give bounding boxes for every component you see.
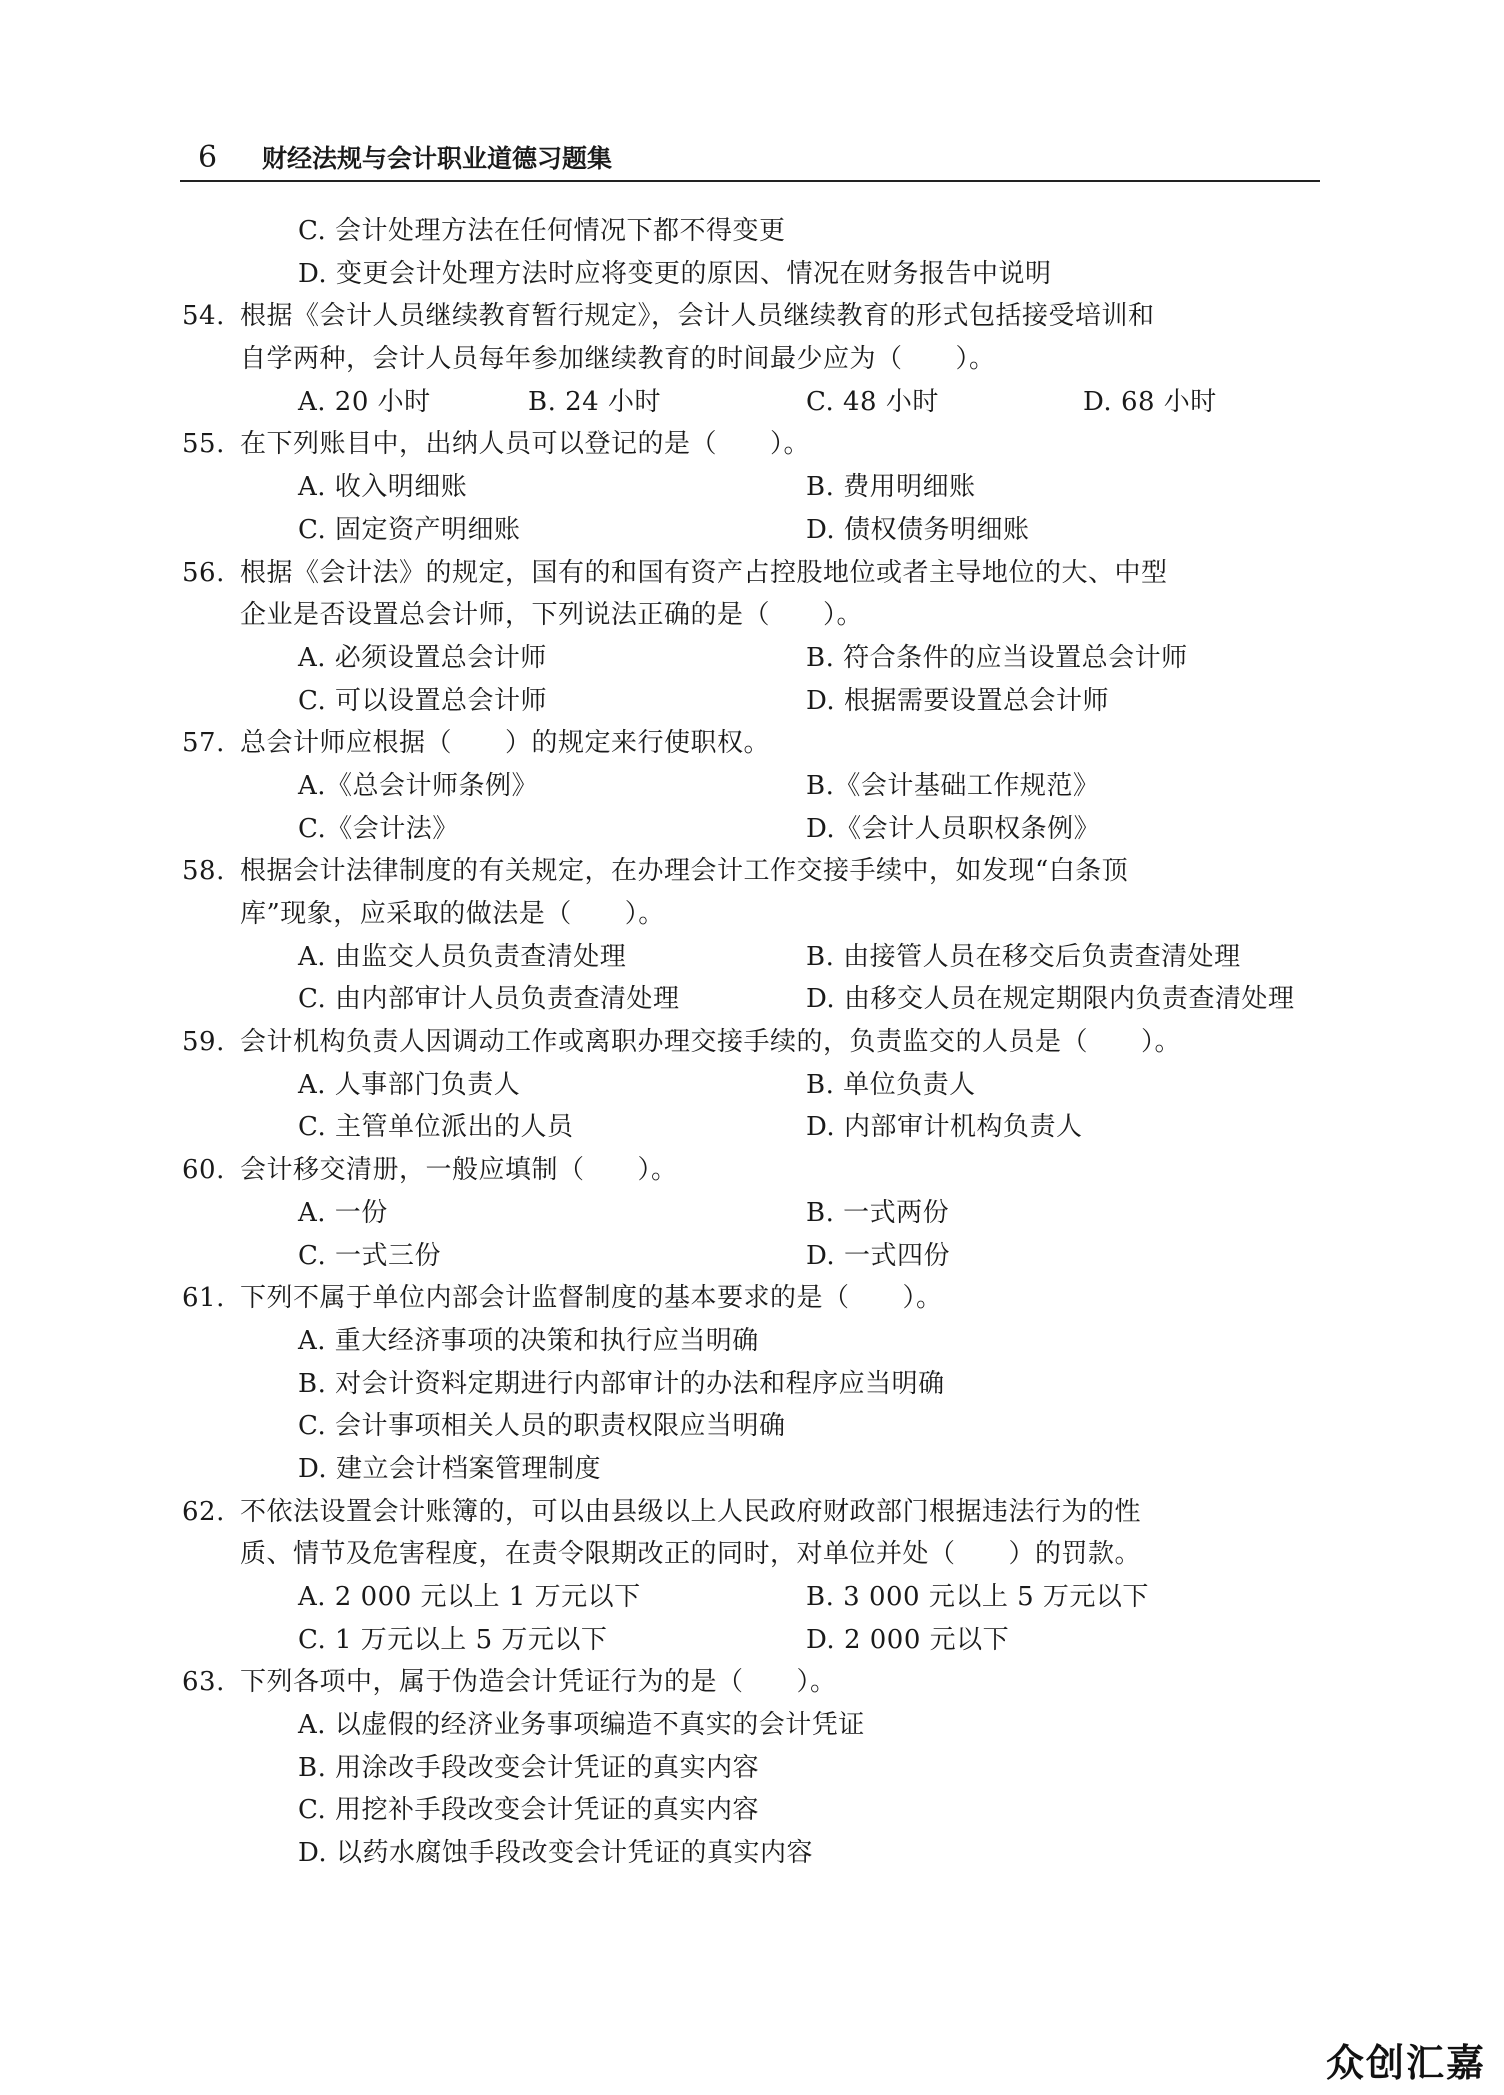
option-b: B. 用涂改手段改变会计凭证的真实内容 — [298, 1752, 760, 1783]
option-row — [298, 637, 1345, 680]
option-d: D. 以药水腐蚀手段改变会计凭证的真实内容 — [298, 1838, 813, 1869]
question-list — [182, 210, 1345, 1875]
question-text: 会计移交清册，一般应填制（ ）。 — [240, 1155, 678, 1186]
option-a: A. 20 小时 — [298, 386, 431, 417]
question-text: 总会计师应根据（ ）的规定来行使职权。 — [240, 728, 771, 759]
question-stem-continued — [182, 594, 1345, 637]
option-row — [298, 978, 1345, 1021]
question-stem — [182, 295, 1345, 338]
option-a: A. 人事部门负责人 — [298, 1069, 521, 1100]
option-c: C. 由内部审计人员负责查清处理 — [298, 984, 680, 1015]
option-row — [298, 1064, 1345, 1107]
option-c: C. 可以设置总会计师 — [298, 685, 547, 716]
option-b: B. 费用明细账 — [806, 472, 976, 503]
question-text: 在下列账目中，出纳人员可以登记的是（ ）。 — [240, 429, 811, 460]
question-number: 56. — [182, 557, 225, 588]
option-d: D. 建立会计档案管理制度 — [298, 1453, 601, 1484]
option-b: B. 由接管人员在移交后负责查清处理 — [806, 941, 1241, 972]
question-text: 自学两种，会计人员每年参加继续教育的时间最少应为（ ）。 — [240, 344, 996, 375]
option-a: A. 由监交人员负责查清处理 — [298, 941, 627, 972]
option-line: C. 会计处理方法在任何情况下都不得变更 — [298, 216, 786, 246]
option-d: D. 内部审计机构负责人 — [806, 1112, 1083, 1143]
options — [240, 1704, 1345, 1875]
question-number: 60. — [182, 1155, 225, 1186]
option-row — [298, 509, 1345, 552]
option-b: B. 单位负责人 — [806, 1069, 976, 1100]
question-number: 62. — [182, 1496, 225, 1527]
question-number: 61. — [182, 1283, 225, 1314]
option-row — [298, 936, 1345, 979]
question-text: 根据会计法律制度的有关规定，在办理会计工作交接手续中，如发现“白条顶 — [240, 856, 1129, 887]
option-row — [298, 381, 1345, 424]
option-row — [298, 1106, 1345, 1149]
option-b: B. 3 000 元以上 5 万元以下 — [806, 1582, 1149, 1612]
question-item — [182, 1149, 1345, 1277]
option-row — [298, 680, 1345, 723]
question-text: 会计机构负责人因调动工作或离职办理交接手续的，负责监交的人员是（ ）。 — [240, 1027, 1182, 1058]
question-stem — [182, 423, 1345, 466]
option-c: C. 用挖补手段改变会计凭证的真实内容 — [298, 1795, 759, 1826]
option-d: D. 68 小时 — [1083, 386, 1217, 417]
question-stem-continued — [182, 338, 1345, 381]
carryover-options — [240, 210, 1345, 295]
question-number: 58. — [182, 856, 225, 887]
option-c: C. 会计事项相关人员的职责权限应当明确 — [298, 1411, 786, 1442]
question-item — [182, 850, 1345, 1021]
question-stem — [182, 1149, 1345, 1192]
option-d: D. 由移交人员在规定期限内负责查清处理 — [806, 984, 1295, 1015]
options — [240, 1192, 1345, 1277]
question-stem-continued — [182, 1533, 1345, 1576]
option-a: A. 必须设置总会计师 — [298, 642, 547, 673]
question-stem — [182, 552, 1345, 595]
options — [240, 765, 1345, 850]
question-text: 根据《会计人员继续教育暂行规定》，会计人员继续教育的形式包括接受培训和 — [240, 301, 1155, 332]
option-d: D.《会计人员职权条例》 — [806, 813, 1101, 844]
question-stem — [182, 1277, 1345, 1320]
question-number: 54. — [182, 301, 225, 332]
option-a: A. 以虚假的经济业务事项编造不真实的会计凭证 — [298, 1710, 865, 1741]
question-number: 55. — [182, 429, 225, 460]
option-b: B. 对会计资料定期进行内部审计的办法和程序应当明确 — [298, 1368, 945, 1399]
option-a: A. 重大经济事项的决策和执行应当明确 — [298, 1325, 759, 1356]
option-b: B. 24 小时 — [528, 386, 661, 417]
question-item — [182, 1021, 1345, 1149]
watermark-logo: 众创汇嘉 — [1325, 2041, 1486, 2085]
option-row — [298, 1363, 1345, 1406]
option-d: D. 债权债务明细账 — [806, 514, 1030, 545]
question-item — [182, 423, 1345, 551]
option-row — [298, 1192, 1345, 1235]
question-item — [182, 1661, 1345, 1874]
question-text: 下列不属于单位内部会计监督制度的基本要求的是（ ）。 — [240, 1283, 943, 1314]
option-d: D. 一式四份 — [806, 1240, 950, 1271]
options — [240, 466, 1345, 551]
page-number: 6 — [198, 140, 218, 175]
option-row — [298, 1619, 1345, 1662]
question-number: 63. — [182, 1667, 225, 1698]
option-c: C. 1 万元以上 5 万元以下 — [298, 1624, 608, 1655]
option-row — [298, 1832, 1345, 1875]
option-a: A.《总会计师条例》 — [298, 770, 539, 801]
book-title: 财经法规与会计职业道德习题集 — [262, 144, 613, 173]
option-row — [298, 1576, 1345, 1619]
question-item — [182, 1491, 1345, 1662]
option-row — [298, 1405, 1345, 1448]
question-text: 库”现象，应采取的做法是（ ）。 — [240, 899, 665, 929]
page-header — [180, 140, 1320, 182]
option-c: C. 固定资产明细账 — [298, 514, 521, 545]
question-stem — [182, 850, 1345, 893]
option-a: A. 收入明细账 — [298, 472, 468, 503]
question-text: 根据《会计法》的规定，国有的和国有资产占控股地位或者主导地位的大、中型 — [240, 557, 1168, 588]
option-row — [298, 808, 1345, 851]
option-a: A. 一份 — [298, 1197, 388, 1228]
option-b: B. 符合条件的应当设置总会计师 — [806, 642, 1188, 673]
option-b: B.《会计基础工作规范》 — [806, 770, 1100, 801]
option-c: C.《会计法》 — [298, 813, 459, 844]
question-item — [182, 552, 1345, 723]
option-c: C. 主管单位派出的人员 — [298, 1112, 574, 1143]
question-stem-continued — [182, 893, 1345, 936]
question-item — [182, 295, 1345, 423]
option-b: B. 一式两份 — [806, 1197, 950, 1228]
options — [240, 637, 1345, 722]
option-row — [298, 1320, 1345, 1363]
option-row — [298, 1789, 1345, 1832]
option-row — [298, 1448, 1345, 1491]
option-row — [298, 765, 1345, 808]
options — [240, 1576, 1345, 1661]
option-d: D. 根据需要设置总会计师 — [806, 685, 1109, 716]
question-number: 57. — [182, 728, 225, 759]
options — [240, 381, 1345, 424]
option-a: A. 2 000 元以上 1 万元以下 — [298, 1582, 641, 1612]
option-line: D. 变更会计处理方法时应将变更的原因、情况在财务报告中说明 — [298, 258, 1052, 289]
question-item — [182, 722, 1345, 850]
option-row — [298, 1704, 1345, 1747]
question-stem — [182, 722, 1345, 765]
option-row — [298, 1747, 1345, 1790]
question-stem — [182, 1661, 1345, 1704]
question-stem — [182, 1491, 1345, 1534]
option-row — [298, 1235, 1345, 1278]
question-stem — [182, 1021, 1345, 1064]
options — [240, 1064, 1345, 1149]
question-number: 59. — [182, 1027, 225, 1058]
question-text: 质、情节及危害程度，在责令限期改正的同时，对单位并处（ ）的罚款。 — [240, 1539, 1142, 1570]
option-c: C. 48 小时 — [806, 386, 939, 417]
question-item — [182, 1277, 1345, 1490]
options — [240, 1320, 1345, 1491]
option-c: C. 一式三份 — [298, 1240, 441, 1271]
options — [240, 936, 1345, 1021]
question-text: 下列各项中，属于伪造会计凭证行为的是（ ）。 — [240, 1667, 837, 1698]
question-text: 企业是否设置总会计师，下列说法正确的是（ ）。 — [240, 600, 864, 631]
option-row — [298, 466, 1345, 509]
question-text: 不依法设置会计账簿的，可以由县级以上人民政府财政部门根据违法行为的性 — [240, 1496, 1142, 1527]
option-d: D. 2 000 元以下 — [806, 1624, 1010, 1655]
